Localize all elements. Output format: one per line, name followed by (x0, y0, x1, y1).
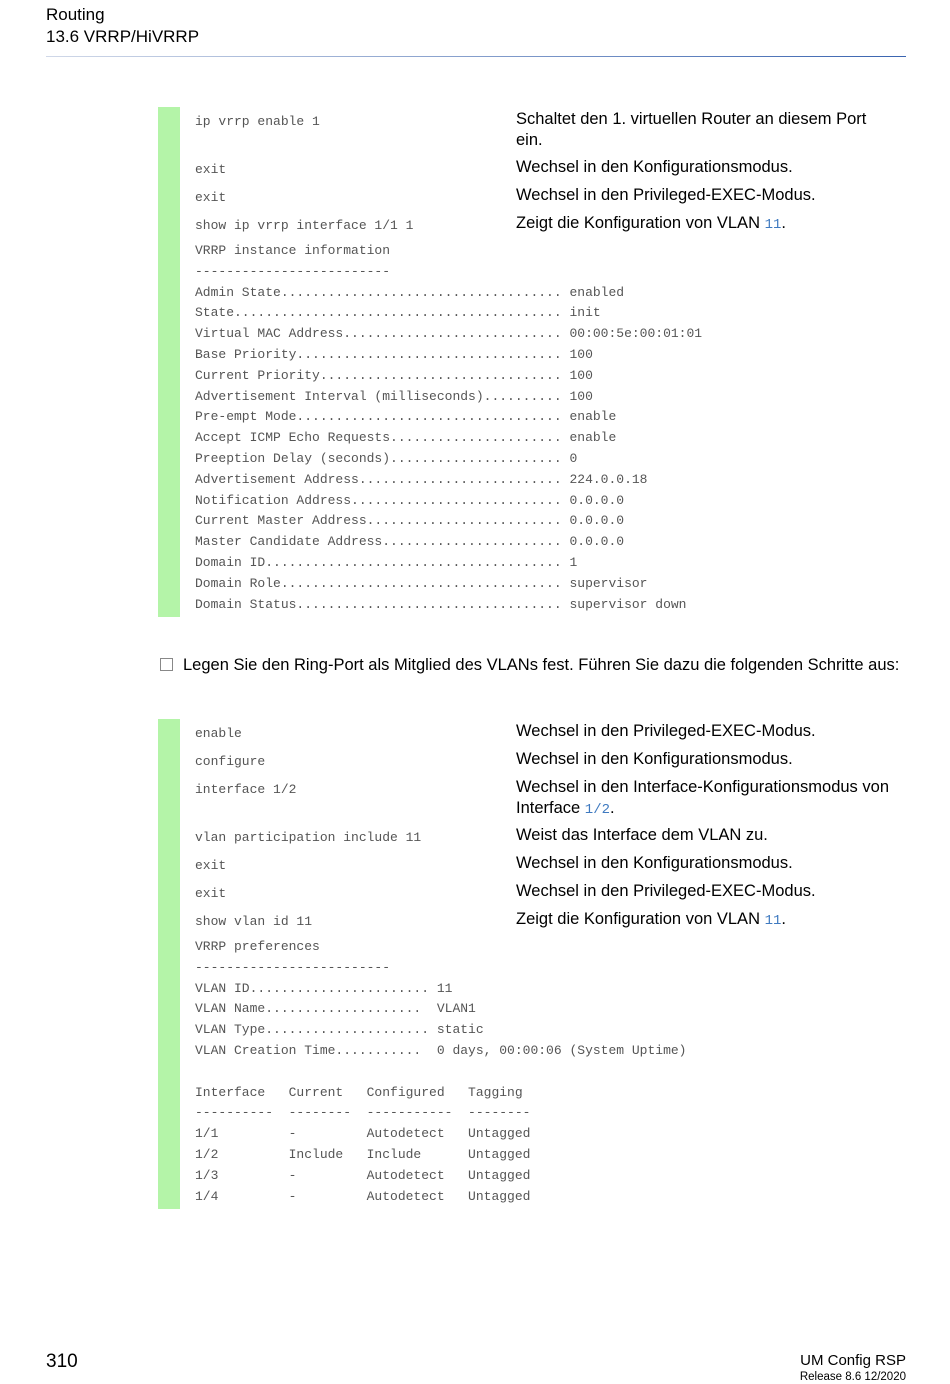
cli-command: exit (195, 858, 227, 873)
cli-description: Wechsel in den Interface-Konfigurationsmodus von Interface 1/2. (516, 778, 889, 818)
cli-command: show ip vrrp interface 1/1 1 (195, 218, 414, 233)
header-divider (46, 56, 906, 57)
cli-description: Wechsel in den Privileged-EXEC-Modus. (516, 186, 816, 204)
code-block-bar (158, 107, 180, 617)
cli-description: Schaltet den 1. virtuellen Router an diesem Port ein. (516, 110, 867, 149)
footer-release: Release 8.6 12/2020 (799, 1371, 906, 1383)
cli-command: configure (195, 754, 266, 769)
cli-output-vlan: VRRP preferences ------------------------- VLAN ID....................... 11 VLAN Name.................... VLAN1 VLAN Type..................... static VLAN Creation Time........... 0 days, 00:00:06 (System Uptime) Interface Current Configured Tagging ---------- -------- ----------- -------- 1/1 - Autodetect Untagged 1/2 Include Include Untagged 1/3 - Autodetect Untagged 1/4 - Autodetect Untagged (195, 939, 687, 1204)
page-number: 310 (46, 1351, 78, 1372)
cli-command: ip vrrp enable 1 (195, 114, 320, 129)
cli-command: exit (195, 886, 227, 901)
interface-code: 1/2 (584, 802, 611, 818)
vlan-id-code: 11 (764, 217, 782, 233)
checkbox-bullet-icon (160, 658, 173, 671)
footer-doc-title: UM Config RSP (800, 1352, 906, 1369)
cli-command: enable (195, 726, 242, 741)
header-section: 13.6 VRRP/HiVRRP (46, 27, 200, 46)
cli-command: vlan participation include 11 (195, 830, 422, 845)
cli-description: Wechsel in den Privileged-EXEC-Modus. (516, 722, 816, 740)
header-chapter: Routing (46, 5, 105, 24)
cli-output-vrrp-instance: VRRP instance information ------------------------- Admin State.................................... enabled State.......................................... init Virtual MAC Address............................ 00:00:5e:00:01:01 Base Priority.................................. 100 Current Priority............................... 100 Advertisement Interval (milliseconds).......... 100 Pre-empt Mode.................................. enable Accept ICMP Echo Requests...................... enable Preeption Delay (seconds)...................... 0 Advertisement Address.......................... 224.0.0.18 Notification Address........................... 0.0.0.0 Current Master Address......................... 0.0.0.0 Master Candidate Address....................... 0.0.0.0 Domain ID...................................... 1 Domain Role.................................... supervisor Domain Status.................................. supervisor down (195, 243, 703, 612)
cli-block-vrrp-interface (158, 107, 906, 617)
cli-description: Wechsel in den Privileged-EXEC-Modus. (516, 882, 816, 900)
cli-description: Wechsel in den Konfigurationsmodus. (516, 750, 793, 768)
cli-block-vlan-membership (158, 719, 906, 1209)
cli-description: Wechsel in den Konfigurationsmodus. (516, 854, 793, 872)
cli-command: exit (195, 190, 227, 205)
code-block-bar (158, 719, 180, 1209)
cli-description: Weist das Interface dem VLAN zu. (516, 826, 768, 844)
cli-command: exit (195, 162, 227, 177)
instruction-text: Legen Sie den Ring-Port als Mitglied des VLANs fest. Führen Sie dazu die folgenden Schritte aus: (183, 656, 900, 674)
vlan-id-code: 11 (764, 913, 782, 929)
cli-command: interface 1/2 (195, 782, 297, 797)
cli-command: show vlan id 11 (195, 914, 313, 929)
cli-description: Zeigt die Konfiguration von VLAN 11. (516, 214, 786, 233)
cli-description: Zeigt die Konfiguration von VLAN 11. (516, 910, 786, 929)
cli-description: Wechsel in den Konfigurationsmodus. (516, 158, 793, 176)
